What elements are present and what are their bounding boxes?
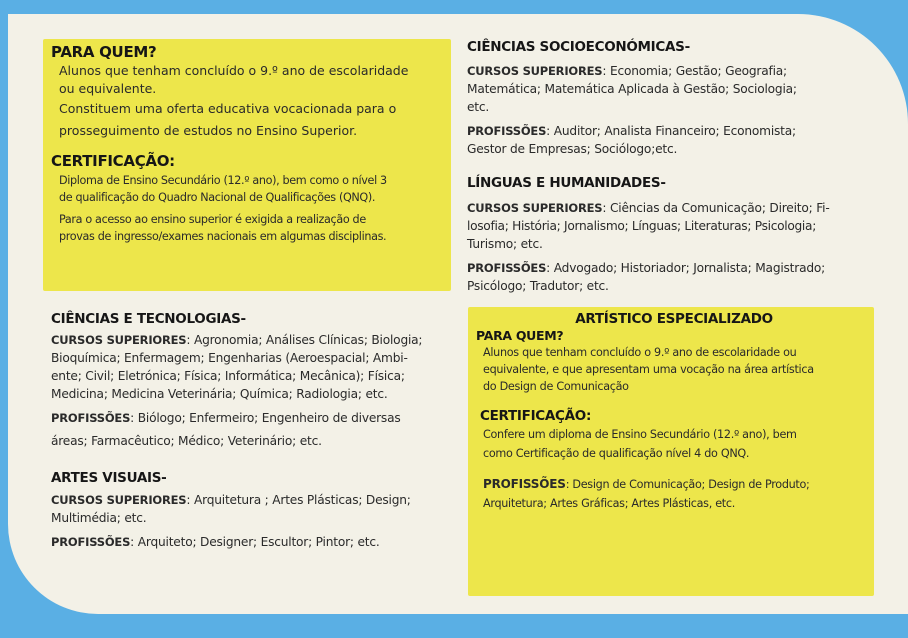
profissoes-text: : Advogado; Historiador; Jornalista; Magistrado;: [546, 261, 826, 275]
ciencias-tecnologias-cursos-line-3: ente; Civil; Eletrónica; Física; Informática; Mecânica); Física;: [51, 369, 405, 383]
profissoes-label: PROFISSÕES: [51, 411, 131, 425]
socioeconomicas-cursos-line-1: [467, 62, 877, 80]
cursos-label: CURSOS SUPERIORES: [467, 64, 603, 78]
ciencias-tecnologias-cursos-line-4: Medicina; Medicina Veterinária; Química; Radiologia; etc.: [51, 387, 388, 401]
para-quem-line-3: Constituem uma oferta educativa vocacionada para o: [59, 101, 397, 116]
artes-visuais-title: ARTES VISUAIS-: [51, 470, 167, 486]
artistico-pq-line-1: Alunos que tenham concluído o 9.º ano de escolaridade ou: [483, 346, 797, 359]
artes-visuais-section: [51, 468, 451, 551]
artistico-para-quem-title: PARA QUEM?: [476, 328, 564, 343]
artistico-cert-line-1: Confere um diploma de Ensino Secundário (12.º ano), bem: [483, 428, 797, 441]
artes-visuais-cursos-line-1: [51, 491, 451, 509]
linguas-cursos-line-1: [467, 199, 877, 217]
profissoes-label: PROFISSÕES: [467, 124, 547, 138]
linguas-title: LÍNGUAS E HUMANIDADES-: [467, 175, 666, 191]
artistico-pq-line-2: equivalente, e que apresentam uma vocação na área artística: [483, 363, 814, 376]
cursos-label: CURSOS SUPERIORES: [51, 493, 187, 507]
certificacao-line-4: provas de ingresso/exames nacionais em algumas disciplinas.: [59, 230, 387, 243]
ciencias-tecnologias-cursos-line-1: [51, 331, 451, 349]
artistico-section: [476, 311, 872, 513]
artes-visuais-prof-line-1: [51, 533, 451, 551]
profissoes-text: : Arquiteto; Designer; Escultor; Pintor; etc.: [130, 535, 380, 549]
profissoes-label: PROFISSÕES: [467, 261, 547, 275]
certificacao-line-3: Para o acesso ao ensino superior é exigida a realização de: [59, 213, 366, 226]
artistico-cert-line-2: como Certificação de qualificação nível 4 do QNQ.: [483, 447, 750, 460]
para-quem-line-4: prosseguimento de estudos no Ensino Superior.: [59, 123, 358, 138]
cursos-text: : Ciências da Comunicação; Direito; Fi-: [602, 201, 830, 215]
socioeconomicas-prof-line-2: Gestor de Empresas; Sociólogo;etc.: [467, 142, 678, 156]
ciencias-tecnologias-prof-line-2: áreas; Farmacêutico; Médico; Veterinário; etc.: [51, 434, 322, 448]
cursos-text: : Economia; Gestão; Geografia;: [602, 64, 787, 78]
ciencias-tecnologias-prof-line-1: [51, 409, 451, 427]
artes-visuais-cursos-line-2: Multimédia; etc.: [51, 511, 147, 525]
para-quem-line-2: ou equivalente.: [59, 81, 157, 96]
ciencias-tecnologias-title: CIÊNCIAS E TECNOLOGIAS-: [51, 311, 246, 327]
profissoes-text: : Design de Comunicação; Design de Produto;: [565, 478, 810, 491]
profissoes-label: PROFISSÕES: [51, 535, 131, 549]
artistico-title: ARTÍSTICO ESPECIALIZADO: [575, 311, 773, 327]
artistico-certificacao-title: CERTIFICAÇÃO:: [480, 408, 592, 424]
cursos-label: CURSOS SUPERIORES: [467, 201, 603, 215]
linguas-cursos-line-3: Turismo; etc.: [467, 237, 543, 251]
profissoes-label: PROFISSÕES: [483, 477, 566, 491]
certificacao-title: CERTIFICAÇÃO:: [51, 152, 175, 170]
certificacao-line-2: de qualificação do Quadro Nacional de Qualificações (QNQ).: [59, 191, 376, 204]
cursos-text: : Agronomia; Análises Clínicas; Biologia;: [186, 333, 423, 347]
socioeconomicas-title: CIÊNCIAS SOCIOECONÓMICAS-: [467, 39, 690, 55]
socioeconomicas-prof-line-1: [467, 122, 877, 140]
linguas-prof-line-1: [467, 259, 877, 277]
para-quem-line-1: Alunos que tenham concluído o 9.º ano de escolaridade: [59, 63, 409, 78]
linguas-prof-line-2: Psicólogo; Tradutor; etc.: [467, 279, 609, 293]
socioeconomicas-cursos-line-2: Matemática; Matemática Aplicada à Gestão; Sociologia;: [467, 82, 797, 96]
socioeconomicas-section: [467, 37, 877, 158]
linguas-section: [467, 173, 877, 295]
artistico-pq-line-3: do Design de Comunicação: [483, 380, 629, 393]
certificacao-section: [51, 150, 449, 245]
para-quem-title: PARA QUEM?: [51, 43, 157, 61]
certificacao-line-1: Diploma de Ensino Secundário (12.º ano), bem como o nível 3: [59, 174, 387, 187]
profissoes-text: : Auditor; Analista Financeiro; Economista;: [546, 124, 796, 138]
artistico-prof-line-2: Arquitetura; Artes Gráficas; Artes Plásticas, etc.: [483, 497, 735, 510]
artistico-prof-line-1: [476, 475, 872, 494]
para-quem-section: [51, 42, 449, 140]
ciencias-tecnologias-section: [51, 309, 451, 450]
cursos-label: CURSOS SUPERIORES: [51, 333, 187, 347]
cursos-text: : Arquitetura ; Artes Plásticas; Design;: [186, 493, 411, 507]
socioeconomicas-cursos-line-3: etc.: [467, 100, 490, 114]
ciencias-tecnologias-cursos-line-2: Bioquímica; Enfermagem; Engenharias (Aeroespacial; Ambi-: [51, 351, 408, 365]
profissoes-text: : Biólogo; Enfermeiro; Engenheiro de diversas: [130, 411, 401, 425]
linguas-cursos-line-2: losofia; História; Jornalismo; Línguas; Literaturas; Psicologia;: [467, 219, 816, 233]
